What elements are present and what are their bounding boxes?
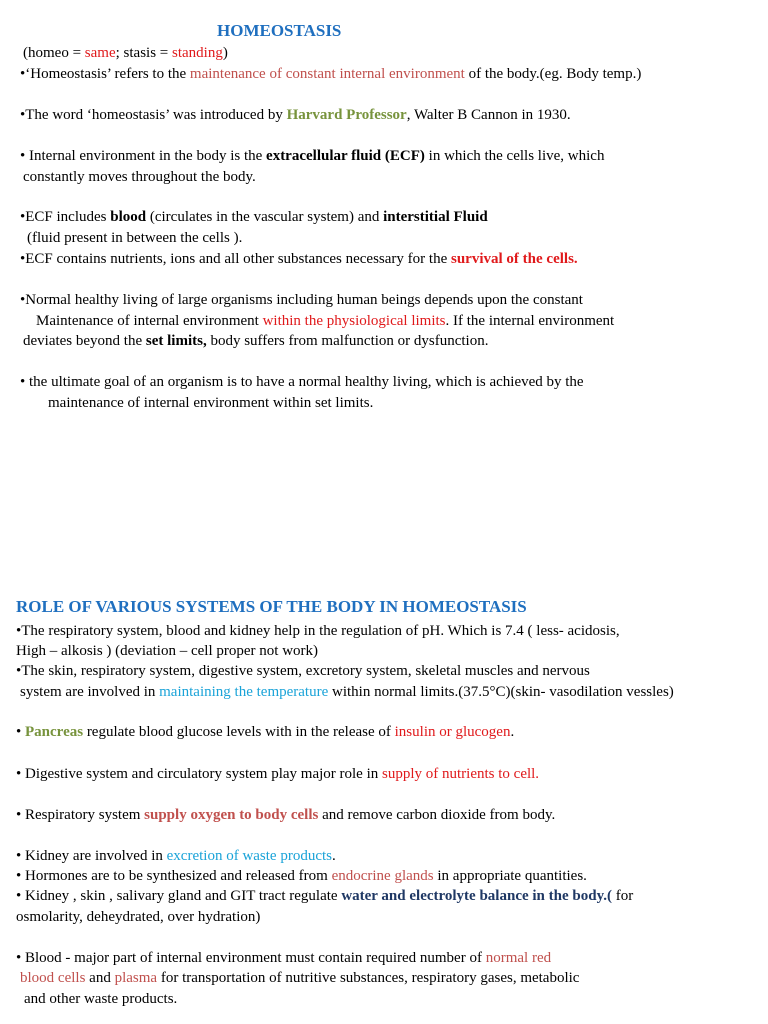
page-title: HOMEOSTASIS	[217, 21, 342, 40]
etymology-line: (homeo = same; stasis = standing)	[23, 45, 228, 61]
blood-line-2: blood cells and plasma for transportation of nutritive substances, respiratory gases, metabolic	[20, 970, 580, 986]
kidney-excretion-line: • Kidney are involved in excretion of waste products.	[16, 848, 336, 864]
goal-line-2: maintenance of internal environment within set limits.	[48, 395, 374, 411]
ecf-line-1: • Internal environment in the body is the extracellular fluid (ECF) in which the cells live, which	[20, 148, 605, 164]
electrolyte-line-1: • Kidney , skin , salivary gland and GIT tract regulate water and electrolyte balance in the body.( for	[16, 888, 634, 904]
temperature-line-1: •The skin, respiratory system, digestive system, excretory system, skeletal muscles and nervous	[16, 663, 590, 679]
section-heading: ROLE OF VARIOUS SYSTEMS OF THE BODY IN HOMEOSTASIS	[16, 597, 527, 616]
temperature-line-2: system are involved in maintaining the temperature within normal limits.(37.5°C)(skin- vasodilation vessles)	[20, 684, 674, 700]
healthy-living-line-1: •Normal healthy living of large organisms including human beings depends upon the constant	[20, 292, 583, 308]
ph-line-2: High – alkosis ) (deviation – cell proper not work)	[16, 643, 319, 659]
ecf-contains-line: •ECF contains nutrients, ions and all other substances necessary for the survival of the cells.	[20, 251, 578, 267]
blood-line-3: and other waste products.	[24, 991, 178, 1007]
goal-line-1: • the ultimate goal of an organism is to have a normal healthy living, which is achieved by the	[20, 374, 584, 390]
healthy-living-line-2: Maintenance of internal environment within the physiological limits. If the internal environment	[36, 313, 615, 329]
healthy-living-line-3: deviates beyond the set limits, body suffers from malfunction or dysfunction.	[23, 333, 489, 349]
nutrients-line: • Digestive system and circulatory system play major role in supply of nutrients to cell.	[16, 766, 540, 782]
definition-line: •‘Homeostasis’ refers to the maintenance of constant internal environment of the body.(eg. Body temp.)	[20, 66, 642, 82]
origin-line: •The word ‘homeostasis’ was introduced by Harvard Professor, Walter B Cannon in 1930.	[20, 107, 571, 123]
oxygen-line: • Respiratory system supply oxygen to body cells and remove carbon dioxide from body.	[16, 807, 556, 823]
pancreas-line: • Pancreas regulate blood glucose levels with in the release of insulin or glucogen.	[16, 724, 515, 740]
ecf-line-2: constantly moves throughout the body.	[23, 169, 256, 185]
electrolyte-line-2: osmolarity, deheydrated, over hydration)	[16, 909, 261, 925]
ecf-includes-line: •ECF includes blood (circulates in the vascular system) and interstitial Fluid	[20, 209, 488, 225]
hormones-line: • Hormones are to be synthesized and released from endocrine glands in appropriate quantities.	[16, 868, 587, 884]
ph-line-1: •The respiratory system, blood and kidney help in the regulation of pH. Which is 7.4 ( less- acidosis,	[16, 623, 620, 639]
blood-line-1: • Blood - major part of internal environment must contain required number of normal red	[16, 950, 552, 966]
ecf-includes-line-2: (fluid present in between the cells ).	[27, 230, 243, 246]
